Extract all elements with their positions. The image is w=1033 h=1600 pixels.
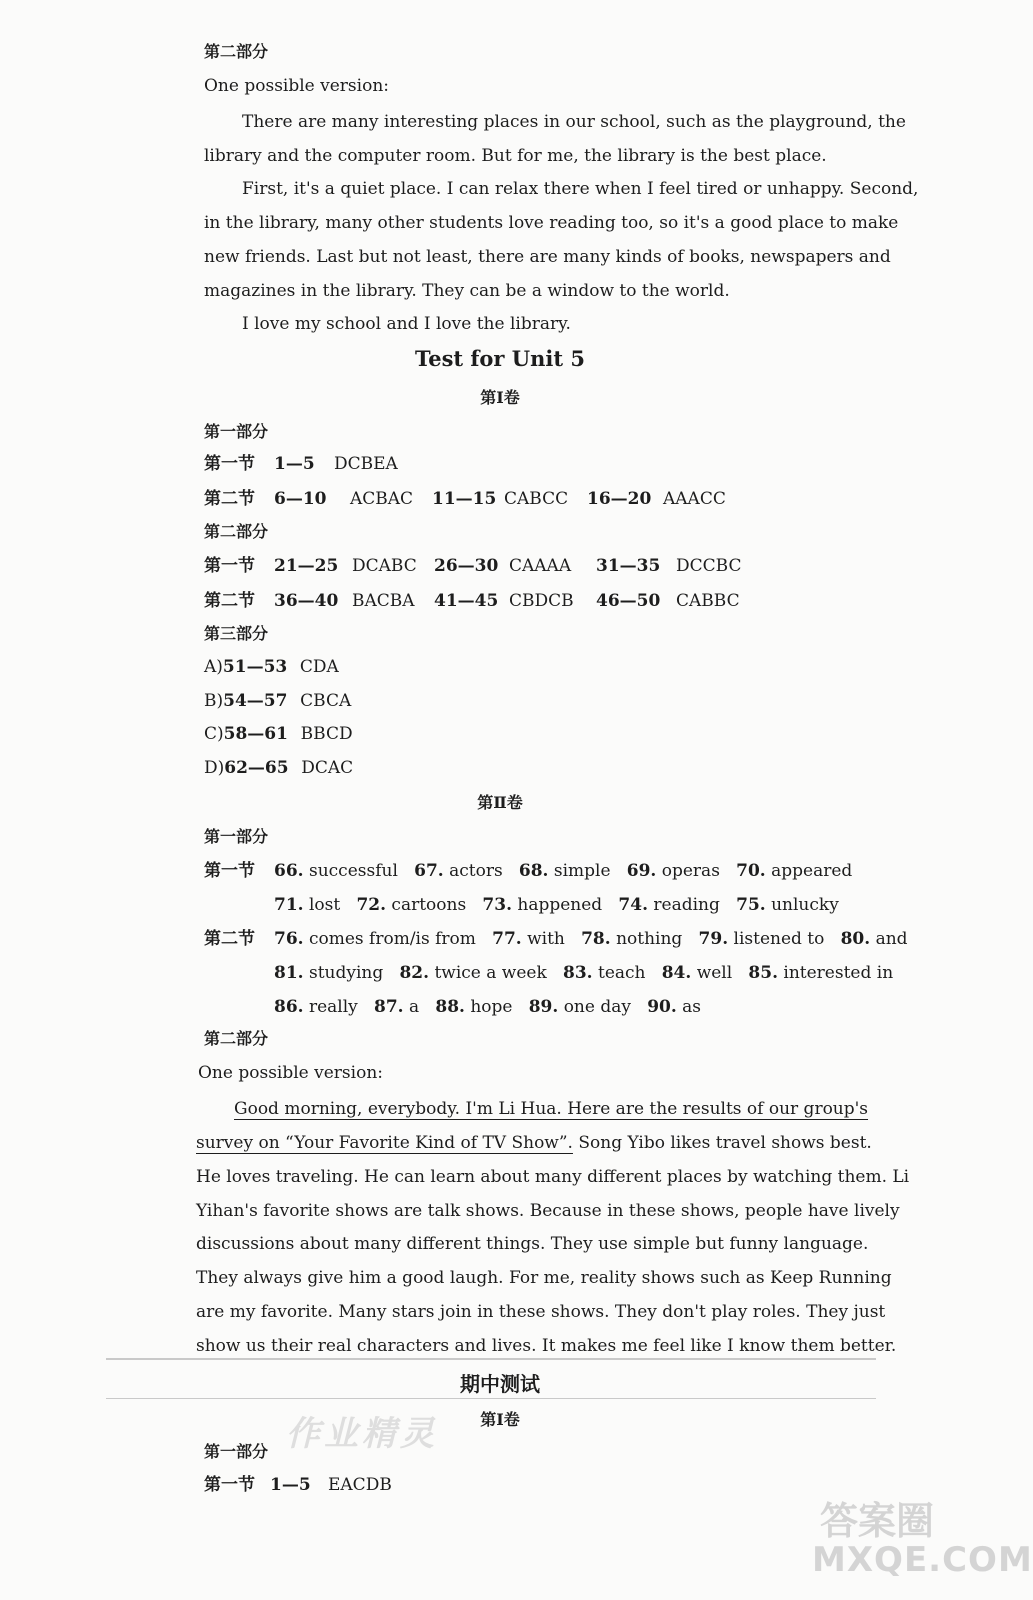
part-one-heading: 第一部分 <box>204 827 269 846</box>
range: 1—5 <box>274 454 315 474</box>
answer-row <box>204 1473 392 1497</box>
item-number: 90. <box>647 997 677 1017</box>
item-number: 82. <box>399 963 430 983</box>
answer-row <box>204 655 339 679</box>
part-one-heading: 第一部分 <box>204 1442 269 1461</box>
section-label: 第一节 <box>204 556 255 576</box>
underlined-text: survey on “Your Favorite Kind of TV Show”. <box>196 1133 573 1153</box>
answer-row <box>274 893 839 917</box>
answer: actors <box>449 861 503 881</box>
answer: AAACC <box>663 489 726 509</box>
essay-line-tail: Song Yibo likes travel shows best. <box>572 1133 872 1153</box>
answer: CBCA <box>300 691 352 711</box>
essay-line: Yihan's favorite shows are talk shows. Because in these shows, people have lively <box>196 1201 900 1221</box>
volume-one-label: 第Ⅰ卷 <box>480 1410 520 1429</box>
range: 31—35 <box>596 556 661 576</box>
item-number: 85. <box>748 963 778 983</box>
item-number: 70. <box>736 861 766 881</box>
item-number: 76. <box>274 929 304 949</box>
answer-row <box>204 722 353 746</box>
item-number: 87. <box>374 997 404 1017</box>
item-number: 72. <box>356 895 387 915</box>
section-label: 第一节 <box>204 861 255 881</box>
part-two-heading: 第二部分 <box>204 522 269 541</box>
answer: operas <box>661 861 720 881</box>
range: 11—15 <box>432 489 497 509</box>
item-prefix: B) <box>204 691 224 711</box>
answer-row <box>204 756 353 780</box>
item-number: 88. <box>435 997 465 1017</box>
essay-line <box>196 1131 872 1155</box>
answer: a <box>409 997 420 1017</box>
essay-line: in the library, many other students love reading too, so it's a good place to make <box>204 213 899 233</box>
item-number: 79. <box>698 929 729 949</box>
section-label: 第二节 <box>204 591 255 611</box>
item-number: 80. <box>840 929 871 949</box>
answer: BBCD <box>300 724 353 744</box>
range: 36—40 <box>274 591 339 611</box>
essay-line: They always give him a good laugh. For me, reality shows such as Keep Running <box>196 1268 892 1288</box>
version-intro: One possible version: <box>204 76 389 96</box>
answer: interested in <box>783 963 894 983</box>
item-prefix: A) <box>204 657 223 677</box>
answer-row <box>274 927 908 951</box>
range: 54—57 <box>223 691 288 711</box>
answer-row <box>204 689 351 713</box>
answer: EACDB <box>328 1475 392 1495</box>
answer: studying <box>308 963 384 983</box>
range: 41—45 <box>434 591 499 611</box>
range: 51—53 <box>222 657 288 677</box>
answer: DCBEA <box>334 454 398 474</box>
item-number: 84. <box>661 963 692 983</box>
essay-line: discussions about many different things. They use simple but funny language. <box>196 1234 869 1254</box>
item-number: 86. <box>274 997 304 1017</box>
answer: listened to <box>733 929 825 949</box>
answer: ACBAC <box>350 489 414 509</box>
section-label: 第二节 <box>204 489 255 509</box>
item-prefix: D) <box>204 758 225 778</box>
answer: hope <box>470 997 513 1017</box>
essay-line: new friends. Last but not least, there are many kinds of books, newspapers and <box>204 247 891 267</box>
answer: DCAC <box>301 758 354 778</box>
answer: teach <box>597 963 646 983</box>
answer-row <box>274 961 893 985</box>
essay-line: show us their real characters and lives. It makes me feel like I know them better. <box>196 1336 897 1356</box>
essay-line: First, it's a quiet place. I can relax there when I feel tired or unhappy. Second, <box>242 179 919 199</box>
section-label: 第二节 <box>204 929 255 949</box>
item-number: 81. <box>274 963 304 983</box>
part-three-heading: 第三部分 <box>204 624 269 643</box>
volume-one-label: 第Ⅰ卷 <box>480 388 520 407</box>
answer: one day <box>563 997 631 1017</box>
section-divider <box>106 1398 876 1399</box>
part-one-heading: 第一部分 <box>204 422 269 441</box>
answer: successful <box>308 861 398 881</box>
range: 6—10 <box>274 489 327 509</box>
item-number: 75. <box>736 895 766 915</box>
answer: cartoons <box>391 895 467 915</box>
answer: nothing <box>616 929 683 949</box>
answer: CBDCB <box>509 591 574 611</box>
answer: as <box>682 997 702 1017</box>
watermark-logo: 答案圈 <box>820 1498 935 1543</box>
answer: CABCC <box>504 489 569 509</box>
essay-line: Good morning, everybody. I'm Li Hua. Here are the results of our group's <box>234 1099 869 1119</box>
answer: well <box>696 963 733 983</box>
answer: and <box>875 929 908 949</box>
range: 16—20 <box>587 489 652 509</box>
part-two-heading: 第二部分 <box>204 42 269 61</box>
range: 1—5 <box>270 1475 311 1495</box>
range: 26—30 <box>434 556 499 576</box>
section-label: 第一节 <box>204 454 255 474</box>
answer: unlucky <box>771 895 839 915</box>
answer-row <box>274 995 701 1019</box>
range: 58—61 <box>223 724 288 744</box>
section-label: 第一节 <box>204 1475 255 1495</box>
midterm-title: 期中测试 <box>460 1372 540 1396</box>
answer: simple <box>553 861 611 881</box>
item-number: 67. <box>414 861 444 881</box>
unit-test-title: Test for Unit 5 <box>414 346 585 371</box>
section-divider <box>106 1358 876 1360</box>
answer: really <box>308 997 358 1017</box>
item-number: 68. <box>518 861 549 881</box>
answer: happened <box>517 895 603 915</box>
version-intro: One possible version: <box>198 1063 383 1083</box>
answer-row <box>204 554 741 578</box>
answer: CAAAA <box>509 556 572 576</box>
answer: reading <box>653 895 720 915</box>
answer: lost <box>308 895 341 915</box>
item-number: 73. <box>482 895 512 915</box>
watermark-text: 作业精灵 <box>286 1414 438 1454</box>
answer: BACBA <box>352 591 415 611</box>
item-number: 74. <box>618 895 648 915</box>
watermark-url: MXQE.COM <box>812 1540 1033 1580</box>
item-number: 66. <box>274 861 304 881</box>
item-number: 71. <box>274 895 304 915</box>
essay-line: magazines in the library. They can be a window to the world. <box>204 281 730 301</box>
essay-line: I love my school and I love the library. <box>242 314 571 334</box>
essay-line: He loves traveling. He can learn about many different places by watching them. Li <box>196 1167 910 1187</box>
essay-line: There are many interesting places in our school, such as the playground, the <box>242 112 906 132</box>
item-number: 69. <box>626 861 657 881</box>
essay-line: are my favorite. Many stars join in these shows. They don't play roles. They just <box>196 1302 886 1322</box>
volume-two-label: 第Ⅱ卷 <box>477 793 523 812</box>
answer: DCABC <box>352 556 417 576</box>
answer: CDA <box>299 657 339 677</box>
answer-row <box>204 487 726 511</box>
item-number: 77. <box>492 929 522 949</box>
essay-line: library and the computer room. But for me, the library is the best place. <box>204 146 827 166</box>
answer: with <box>527 929 565 949</box>
answer: DCCBC <box>676 556 742 576</box>
answer: appeared <box>771 861 853 881</box>
range: 21—25 <box>274 556 339 576</box>
answer-row <box>274 859 852 883</box>
answer-row <box>204 589 740 613</box>
range: 46—50 <box>596 591 661 611</box>
answer-row <box>204 452 398 476</box>
range: 62—65 <box>224 758 289 778</box>
answer: twice a week <box>434 963 547 983</box>
item-number: 89. <box>528 997 559 1017</box>
answer: comes from/is from <box>308 929 476 949</box>
part-two-heading: 第二部分 <box>204 1029 269 1048</box>
item-number: 83. <box>563 963 593 983</box>
answer: CABBC <box>676 591 740 611</box>
item-prefix: C) <box>204 724 224 744</box>
item-number: 78. <box>581 929 611 949</box>
